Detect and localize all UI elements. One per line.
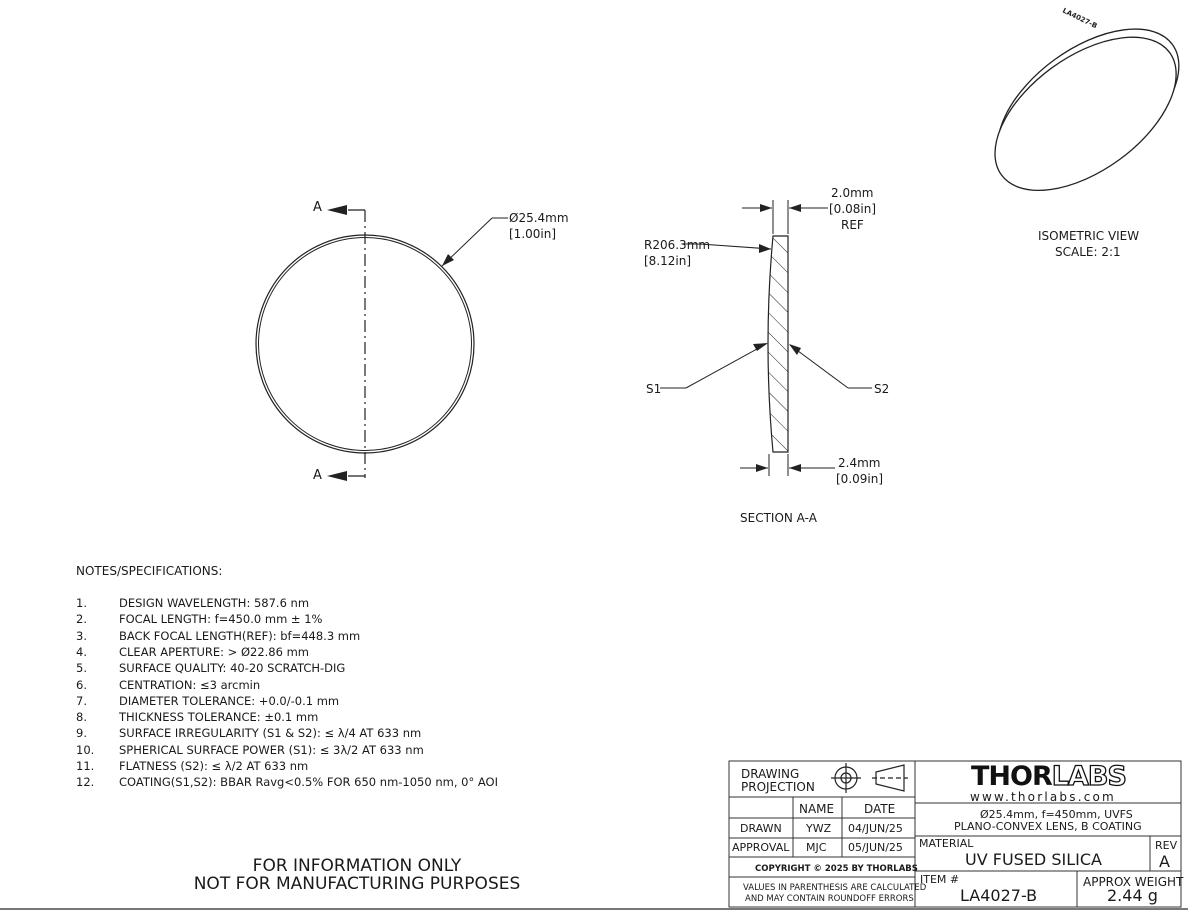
note-text: SURFACE IRREGULARITY (S1 & S2): ≤ λ/4 AT 633 nm [119,726,422,741]
radius-mm: R206.3mm [644,238,711,252]
disclaimer-line-2: NOT FOR MANUFACTURING PURPOSES [193,874,521,894]
note-number: 3. [76,628,87,643]
name-header: NAME [799,802,835,816]
note-text: CLEAR APERTURE: > Ø22.86 mm [119,644,309,659]
radius-in: [8.12in] [644,254,692,268]
projection-circle-icon [831,763,861,793]
note-number: 8. [76,710,87,725]
note-text: DIAMETER TOLERANCE: +0.0/-0.1 mm [119,693,340,708]
note-number: 11. [76,759,95,773]
center-thickness-in: [0.09in] [836,472,884,486]
section-title: SECTION A-A [740,511,817,525]
approval-name: MJC [806,841,827,854]
material-label: MATERIAL [919,837,974,850]
projection-cone-icon [872,765,908,791]
note-text: SURFACE QUALITY: 40-20 SCRATCH-DIG [119,661,346,676]
description-line-1: Ø25.4mm, f=450mm, UVFS [980,808,1133,821]
drawn-name: YWZ [806,822,832,835]
note-number: 12. [76,775,95,790]
note-text: THICKNESS TOLERANCE: ±0.1 mm [119,710,319,725]
iso-engraving: LA4027-B [1061,6,1099,31]
projection-label-2: PROJECTION [741,780,815,794]
logo-thor: THOR [971,761,1052,792]
rev-value: A [1159,852,1170,871]
note-number: 9. [76,726,87,741]
logo-labs: LABS [1051,761,1126,792]
edge-thickness-in: [0.08in] [829,202,877,216]
edge-thickness-mm: 2.0mm [831,186,874,200]
item-value: LA4027-B [960,886,1038,905]
note-number: 6. [76,677,87,692]
note-text: DESIGN WAVELENGTH: 587.6 nm [119,596,310,610]
note-number: 4. [76,644,87,659]
note-number: 7. [76,693,87,708]
values-note-1: VALUES IN PARENTHESIS ARE CALCULATED [743,883,927,893]
surface-s2-label: S2 [874,382,890,396]
thorlabs-logo [971,763,1126,791]
rev-label: REV [1155,839,1178,852]
approval-label: APPROVAL [732,841,790,854]
disclaimer-line-1: FOR INFORMATION ONLY [252,856,462,876]
material-value: UV FUSED SILICA [965,850,1102,869]
surface-s1-label: S1 [646,382,662,396]
notes-title: NOTES/SPECIFICATIONS: [76,564,223,578]
projection-label-1: DRAWING [741,767,800,781]
note-text: FLATNESS (S2): ≤ λ/2 AT 633 nm [119,759,309,773]
diameter-in-label: [1.00in] [509,227,557,241]
approval-date: 05/JUN/25 [848,841,903,854]
drawn-label: DRAWN [740,822,782,835]
note-number: 2. [76,612,87,627]
weight-label: APPROX WEIGHT [1083,875,1184,889]
note-text: COATING(S1,S2): BBAR Ravg<0.5% FOR 650 nm-1050 nm, 0° AOI [119,775,498,790]
edge-thickness-note: REF [841,218,864,232]
page-bottom-border [0,908,1188,910]
weight-value: 2.44 g [1107,886,1158,905]
note-number: 5. [76,661,87,676]
note-text: FOCAL LENGTH: f=450.0 mm ± 1% [119,612,323,627]
copyright: COPYRIGHT © 2025 BY THORLABS [755,864,918,874]
website: www.thorlabs.com [970,790,1116,804]
section-label-top: A [313,200,322,215]
note-text: SPHERICAL SURFACE POWER (S1): ≤ 3λ/2 AT 633 nm [119,742,424,757]
item-label: ITEM # [920,873,960,886]
center-thickness-mm: 2.4mm [838,456,881,470]
section-label-bottom: A [313,468,322,483]
iso-view-label: ISOMETRIC VIEW [1038,229,1140,243]
note-number: 1. [76,596,87,610]
note-number: 10. [76,742,95,757]
drawn-date: 04/JUN/25 [848,822,903,835]
note-text: CENTRATION: ≤3 arcmin [119,677,261,692]
description-line-2: PLANO-CONVEX LENS, B COATING [954,820,1142,833]
iso-view-scale: SCALE: 2:1 [1055,245,1121,259]
diameter-mm-label: Ø25.4mm [509,211,569,225]
date-header: DATE [864,802,896,816]
values-note-2: AND MAY CONTAIN ROUNDOFF ERRORS [745,894,914,904]
note-text: BACK FOCAL LENGTH(REF): bf=448.3 mm [119,628,361,643]
